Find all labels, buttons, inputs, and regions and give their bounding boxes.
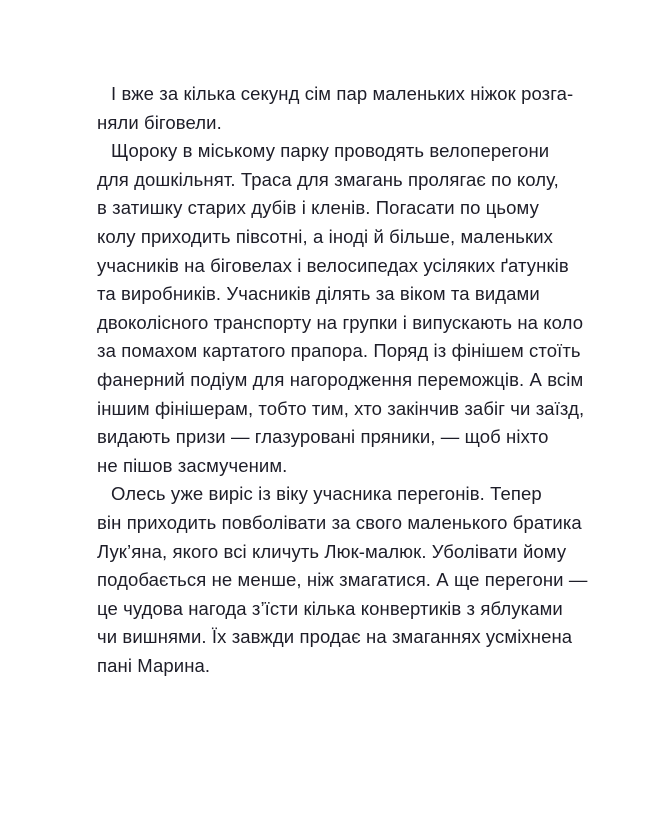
paragraph: [97, 137, 585, 480]
text-line: це чудова нагода з’їсти кілька конвертиків з яблуками: [97, 597, 563, 619]
page-text: [97, 80, 588, 680]
text-line: Олесь уже виріс із віку учасника перегонів. Тепер: [111, 483, 542, 505]
text-line: І вже за кілька секунд сім пар маленьких ніжок розга-: [111, 83, 574, 104]
text-line: Лук’яна, якого всі кличуть Люк-малюк. Уболівати йому: [97, 540, 567, 562]
text-line: не пішов засмученим.: [97, 454, 288, 476]
text-line: двоколісного транспорту на групки і випускають на коло: [97, 311, 584, 333]
text-line: колу приходить півсотні, а іноді й більше, маленьких: [97, 225, 554, 247]
text-line: для дошкільнят. Траса для змагань пролягає по колу,: [97, 168, 559, 190]
paragraph: [97, 80, 574, 137]
text-line: за помахом картатого прапора. Поряд із фінішем стоїть: [97, 340, 581, 362]
paragraph: [97, 480, 588, 680]
text-line: учасників на біговелах і велосипедах усіляких ґатунків: [97, 254, 569, 276]
text-line: фанерний подіум для нагородження переможців. А всім: [97, 368, 584, 390]
text-line: чи вишнями. Їх завжди продає на змаганнях усміхнена: [97, 626, 573, 648]
text-line: подобається не менше, ніж змагатися. А ще перегони —: [97, 569, 588, 591]
text-line: іншим фінішерам, тобто тим, хто закінчив забіг чи заїзд,: [97, 397, 585, 419]
text-line: няли біговели.: [97, 111, 222, 133]
text-line: пані Марина.: [97, 654, 211, 676]
text-line: та виробників. Учасників ділять за віком та видами: [97, 283, 540, 305]
text-line: Щороку в міському парку проводять велоперегони: [111, 140, 550, 162]
text-line: видають призи — глазуровані пряники, — щоб ніхто: [97, 426, 549, 448]
text-line: в затишку старих дубів і кленів. Погасати по цьому: [97, 197, 539, 219]
text-line: він приходить повболівати за свого маленького братика: [97, 511, 582, 533]
